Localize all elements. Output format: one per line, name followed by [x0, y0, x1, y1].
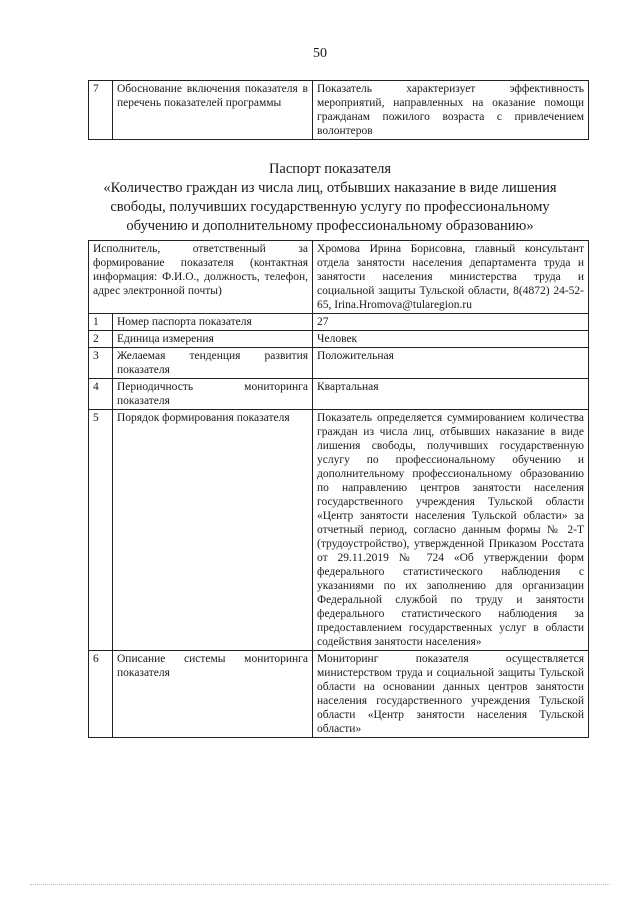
- indicator-passport-table: [88, 240, 589, 738]
- table-row: [89, 379, 589, 410]
- indicator-name: «Количество граждан из числа лиц, отбывших наказание в виде лишения свободы, получивших государственную услугу по профессиональному обучению и дополнительному профессиональному образованию»: [103, 180, 557, 234]
- table-row: [89, 314, 589, 331]
- table-row: [89, 410, 589, 651]
- row-number: 2: [89, 331, 113, 348]
- passport-title-block: [80, 160, 580, 236]
- table-row: [89, 651, 589, 738]
- row-number: 1: [89, 314, 113, 331]
- table-row: [89, 348, 589, 379]
- row-number: 3: [89, 348, 113, 379]
- passport-heading: Паспорт показателя: [268, 161, 392, 177]
- row-label: Номер паспорта показателя: [113, 314, 313, 331]
- row-value: Положительная: [313, 348, 589, 379]
- row-value: Показатель определяется суммированием количества граждан из числа лиц, отбывших наказание в виде лишения свободы, получивших государственную услугу по профессиональному обучению и дополнительному профессиональному образованию по направлению центров занятости населения государственного учреждения Тульской области «Центр занятости населения Тульской области» за отчетный период, согласно данным формы № 2-Т (трудоустройство), утвержденной Приказом Росстата от 29.11.2019 № 724 «Об утверждении форм федерального статистического наблюдения с указаниями по их заполнению для организации Федеральной службой по труду и занятости федерального статистического наблюдения за предоставлением государственных услуг в области содействия занятости населения»: [313, 410, 589, 651]
- previous-passport-table-tail: [88, 80, 589, 140]
- row-label: Желаемая тенденция развития показателя: [113, 348, 313, 379]
- scan-edge-artifact: [30, 884, 610, 885]
- row-number: 6: [89, 651, 113, 738]
- table-row: [89, 81, 589, 140]
- row-label: Порядок формирования показателя: [113, 410, 313, 651]
- page-number: 50: [313, 46, 327, 61]
- row-label: Описание системы мониторинга показателя: [113, 651, 313, 738]
- row-value: 27: [313, 314, 589, 331]
- row-value: Показатель характеризует эффективность мероприятий, направленных на оказание помощи гражданам пожилого возраста с привлечением волонтеров: [313, 81, 589, 140]
- responsible-value: Хромова Ирина Борисовна, главный консультант отдела занятости населения департамента труда и занятости населения министерства труда и социальной защиты Тульской области, 8(4872) 24-52-65, Irina.Hromova@tularegion.ru: [313, 241, 589, 314]
- row-number: 4: [89, 379, 113, 410]
- responsible-label: Исполнитель, ответственный за формирование показателя (контактная информация: Ф.И.О., должность, телефон, адрес электронной почты): [89, 241, 313, 314]
- row-number: 7: [89, 81, 113, 140]
- row-value: Человек: [313, 331, 589, 348]
- table-row-responsible: [89, 241, 589, 314]
- row-label: Единица измерения: [113, 331, 313, 348]
- row-label: Периодичность мониторинга показателя: [113, 379, 313, 410]
- row-number: 5: [89, 410, 113, 651]
- table-row: [89, 331, 589, 348]
- row-value: Мониторинг показателя осуществляется министерством труда и социальной защиты Тульской области на основании данных центров занятости населения государственного учреждения Тульской области «Центр занятости населения Тульской области»: [313, 651, 589, 738]
- row-value: Квартальная: [313, 379, 589, 410]
- row-label: Обоснование включения показателя в перечень показателей программы: [113, 81, 313, 140]
